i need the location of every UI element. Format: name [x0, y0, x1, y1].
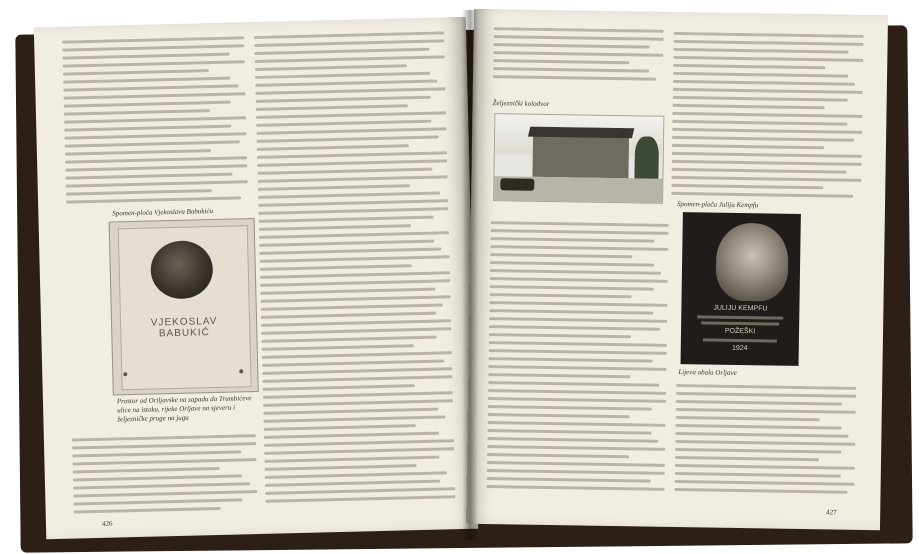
right-page-text-top [493, 27, 664, 94]
station-photo-caption: Željeznički kolodvor [492, 99, 550, 108]
plaque-bolt [239, 369, 243, 373]
right-page-text-col2-bottom [674, 384, 856, 499]
plaque-bolt [123, 372, 127, 376]
kempf-plaque-photo [681, 212, 801, 366]
plaque-line: POŽEŠKI [724, 327, 756, 336]
left-page [34, 17, 478, 539]
plaque-line-illegible [703, 338, 777, 342]
station-building [532, 133, 629, 179]
babukic-plaque-photo [109, 218, 259, 396]
railway-station-photo [493, 113, 664, 204]
kempf-portrait-relief [716, 223, 789, 302]
right-page-text-col2-top [671, 32, 864, 203]
parked-car [500, 178, 534, 191]
right-page-text-col1 [486, 221, 668, 496]
right-bottom-caption: Lijeva obala Orljave [678, 368, 737, 377]
left-photo-caption: Spomen-ploča Vjekoslavu Babukiću [112, 207, 214, 218]
kempf-plaque-inscription [687, 304, 794, 354]
station-roof [528, 127, 634, 139]
plaque-line-illegible [697, 315, 783, 319]
left-page-number: 426 [101, 519, 113, 528]
kempf-plaque-caption: Spomen-ploča Juliju Kempfu [676, 199, 759, 210]
plaque-line-illegible [701, 321, 779, 325]
station-tree [634, 136, 659, 182]
plaque-inscription: VJEKOSLAV BABUKIĆ [150, 315, 218, 340]
left-page-text-col1-bottom [72, 434, 258, 518]
left-bottom-caption: Prostor od Oriljavske na zapadu do Trumbićeve ulice na istoku, rijeke Orljave na sjeveru i željezničke pruge na jugu [116, 394, 252, 424]
left-page-text-col1-top [62, 36, 248, 208]
book-gutter [462, 10, 478, 540]
right-page [466, 9, 888, 530]
right-page-number: 427 [826, 508, 837, 517]
left-page-text-col2 [254, 31, 455, 506]
plaque-year: 1924 [731, 344, 748, 353]
plaque-line: JULIJU KEMPFU [713, 304, 768, 313]
